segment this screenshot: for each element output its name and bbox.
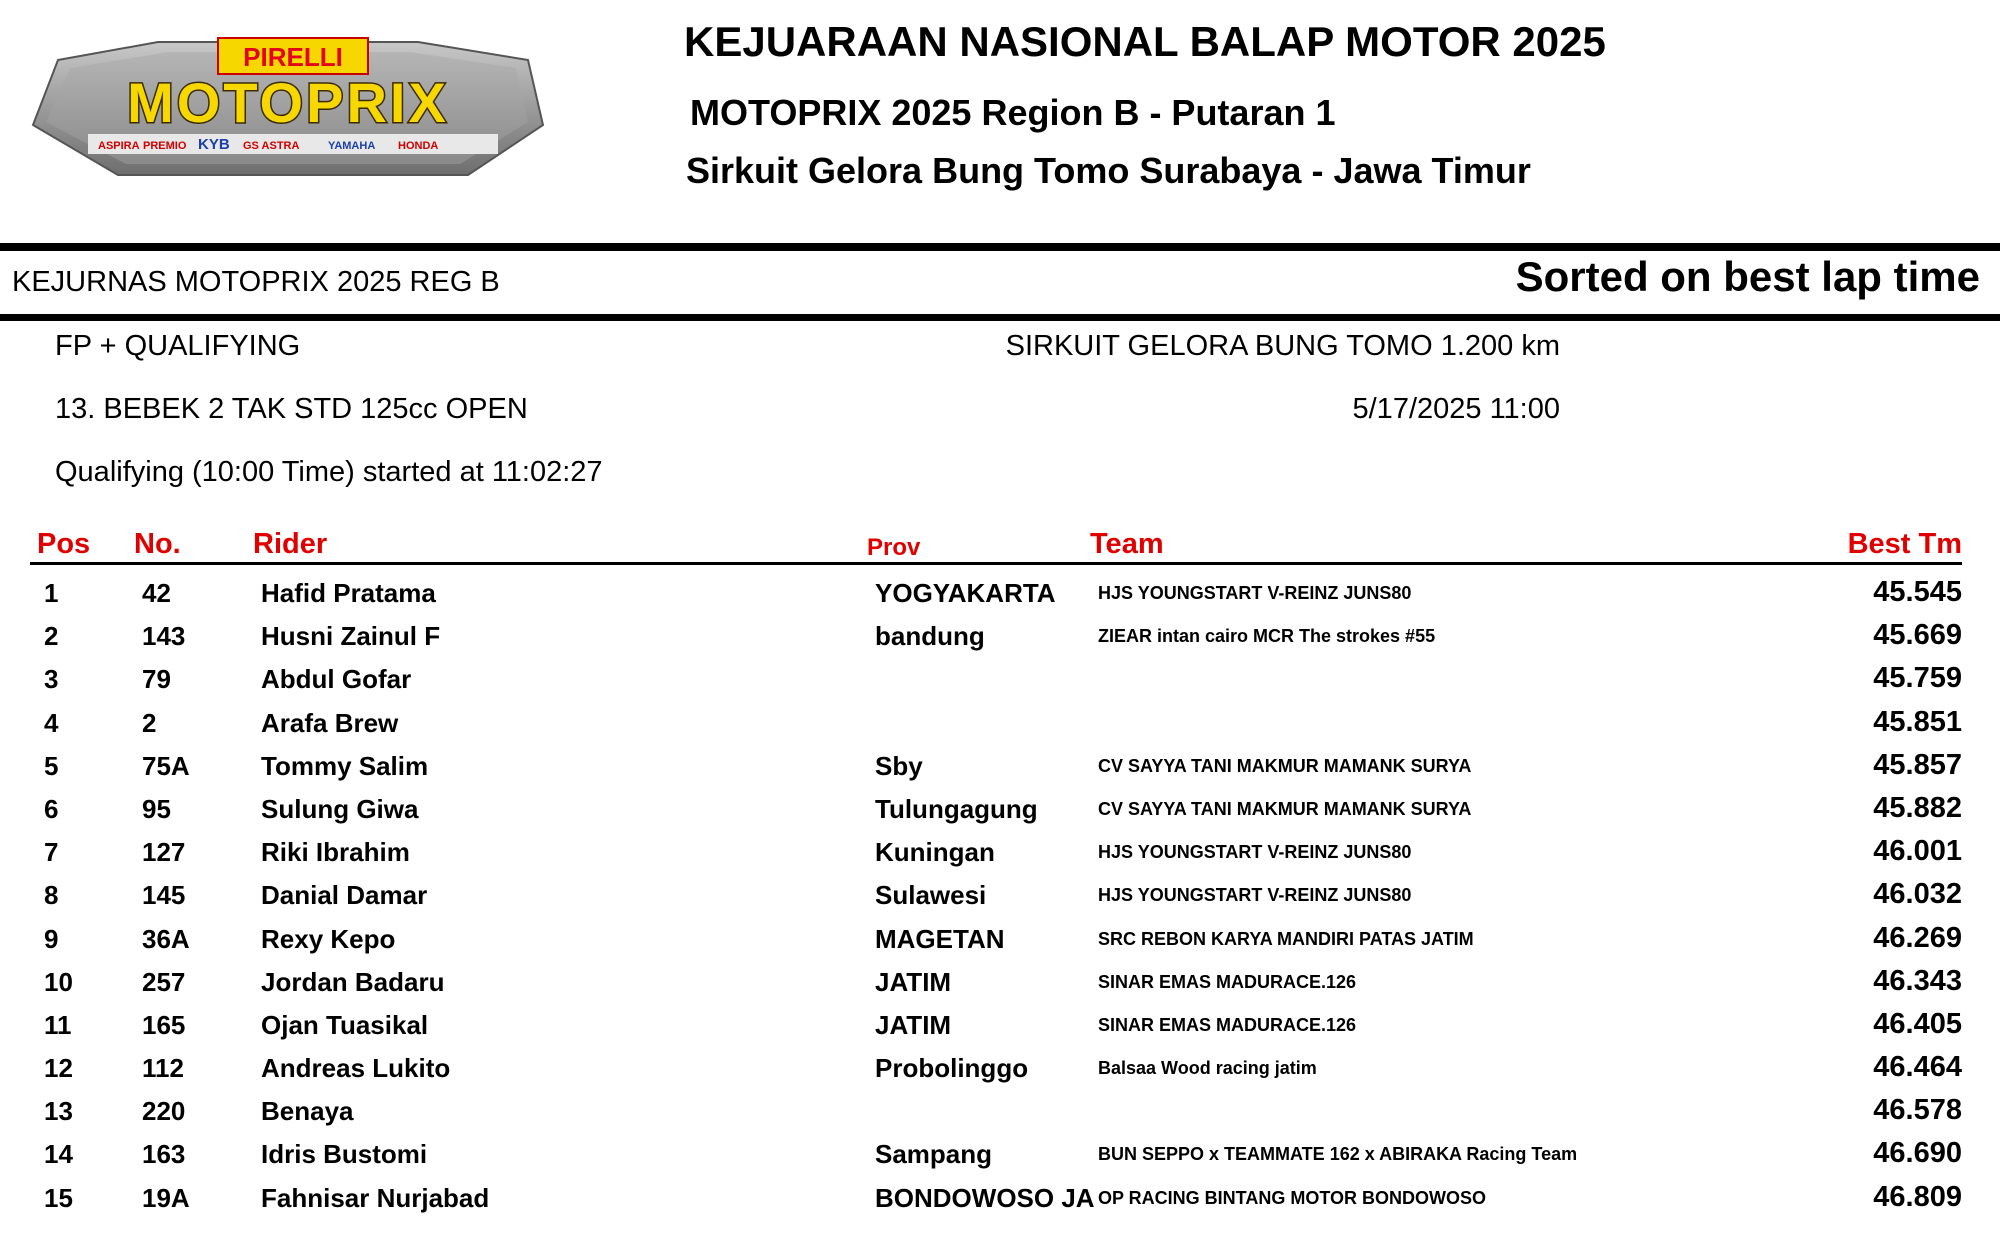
sponsor-premio: PREMIO: [143, 140, 187, 152]
row-team: HJS YOUNGSTART V-REINZ JUNS80: [1098, 842, 1412, 863]
header-rider: Rider: [253, 528, 328, 560]
row-number: 42: [142, 578, 171, 608]
row-team: SINAR EMAS MADURACE.126: [1098, 971, 1357, 992]
row-number: 143: [142, 621, 186, 652]
row-best-time: 46.405: [1873, 1007, 1962, 1040]
table-row: [30, 1045, 1962, 1088]
table-row: [30, 916, 1962, 959]
championship-label: KEJURNAS MOTOPRIX 2025 REG B: [12, 266, 500, 298]
row-number: 79: [142, 664, 171, 695]
table-row: [30, 1175, 1962, 1218]
row-best-time: 46.809: [1873, 1180, 1962, 1213]
results-table-body: [30, 570, 1962, 1218]
motoprix-wordmark: MOTOPRIX: [127, 71, 449, 134]
table-row: [30, 959, 1962, 1002]
table-row: [30, 570, 1962, 613]
table-row: [30, 743, 1962, 786]
header-team: Team: [1090, 528, 1164, 560]
row-rider: Danial Damar: [261, 880, 428, 911]
header-pos: Pos: [37, 528, 91, 560]
qualifying-info: Qualifying (10:00 Time) started at 11:02:27: [55, 456, 603, 488]
row-best-time: 46.269: [1873, 921, 1962, 954]
sponsor-aspira: ASPIRA: [98, 140, 140, 152]
results-table-header: [30, 528, 1962, 565]
row-rider: Jordan Badaru: [261, 966, 445, 997]
table-row: [30, 1131, 1962, 1174]
row-rider: Andreas Lukito: [261, 1053, 451, 1084]
row-position: 14: [44, 1139, 73, 1170]
row-rider: Riki Ibrahim: [261, 837, 410, 868]
bottom-divider: [0, 314, 2000, 321]
table-row: [30, 786, 1962, 829]
row-best-time: 46.690: [1873, 1137, 1962, 1170]
venue-line: Sirkuit Gelora Bung Tomo Surabaya - Jawa Timur: [686, 150, 1531, 191]
row-team: CV SAYYA TANI MAKMUR MAMANK SURYA: [1098, 755, 1472, 776]
row-number: 95: [142, 793, 171, 824]
row-number: 36A: [142, 923, 190, 954]
table-row: [30, 829, 1962, 872]
row-position: 1: [44, 578, 59, 608]
row-best-time: 45.759: [1873, 662, 1962, 695]
row-province: JATIM: [875, 966, 952, 997]
row-province: Sulawesi: [875, 880, 987, 911]
row-position: 7: [44, 837, 59, 868]
row-province: MAGETAN: [875, 923, 1005, 954]
row-number: 220: [142, 1096, 186, 1127]
row-best-time: 45.851: [1873, 705, 1962, 738]
row-rider: Idris Bustomi: [261, 1139, 428, 1170]
row-position: 10: [44, 966, 73, 997]
table-row: [30, 1088, 1962, 1131]
row-team: SINAR EMAS MADURACE.126: [1098, 1014, 1357, 1035]
row-number: 2: [142, 707, 157, 738]
row-team: Balsaa Wood racing jatim: [1098, 1058, 1317, 1079]
row-position: 9: [44, 923, 59, 954]
race-class: 13. BEBEK 2 TAK STD 125cc OPEN: [55, 393, 528, 425]
top-divider: [0, 243, 2000, 251]
sponsor-honda: HONDA: [398, 140, 439, 152]
row-position: 13: [44, 1096, 73, 1127]
row-team: HJS YOUNGSTART V-REINZ JUNS80: [1098, 583, 1412, 603]
row-position: 8: [44, 880, 59, 911]
row-position: 15: [44, 1182, 73, 1213]
row-position: 2: [44, 621, 59, 652]
row-number: 165: [142, 1009, 186, 1040]
row-best-time: 45.545: [1873, 576, 1962, 608]
row-best-time: 45.669: [1873, 619, 1962, 652]
row-rider: Benaya: [261, 1096, 354, 1127]
row-best-time: 46.578: [1873, 1094, 1962, 1127]
page-title: KEJUARAAN NASIONAL BALAP MOTOR 2025: [684, 18, 1606, 65]
row-rider: Rexy Kepo: [261, 923, 396, 954]
row-best-time: 45.857: [1873, 748, 1962, 781]
sort-note: Sorted on best lap time: [1515, 253, 1980, 300]
row-number: 257: [142, 966, 186, 997]
row-province: Probolinggo: [875, 1053, 1029, 1084]
sponsor-yamaha: YAMAHA: [328, 140, 376, 152]
row-position: 3: [44, 664, 59, 695]
event-subtitle: MOTOPRIX 2025 Region B - Putaran 1: [690, 92, 1336, 133]
row-position: 5: [44, 750, 59, 781]
row-rider: Husni Zainul F: [261, 621, 441, 652]
row-number: 127: [142, 837, 186, 868]
table-row: [30, 613, 1962, 656]
row-province: BONDOWOSO JA: [875, 1182, 1095, 1213]
session-datetime: 5/17/2025 11:00: [1352, 393, 1560, 425]
table-row: [30, 700, 1962, 743]
header-no: No.: [134, 528, 181, 560]
row-number: 19A: [142, 1182, 190, 1213]
row-team: SRC REBON KARYA MANDIRI PATAS JATIM: [1098, 928, 1474, 949]
row-province: Sampang: [875, 1139, 993, 1170]
pirelli-brand: PIRELLI: [243, 42, 343, 72]
row-rider: Hafid Pratama: [261, 578, 436, 608]
row-best-time: 46.032: [1873, 878, 1962, 911]
row-best-time: 45.882: [1873, 791, 1962, 824]
row-team: ZIEAR intan cairo MCR The strokes #55: [1098, 626, 1436, 647]
row-team: BUN SEPPO x TEAMMATE 162 x ABIRAKA Racing Team: [1098, 1144, 1578, 1165]
row-position: 4: [44, 707, 59, 738]
row-province: YOGYAKARTA: [875, 578, 1056, 608]
row-number: 145: [142, 880, 186, 911]
row-province: bandung: [875, 621, 985, 652]
sponsor-kyb: KYB: [198, 136, 230, 153]
row-number: 163: [142, 1139, 186, 1170]
motoprix-logo: [28, 30, 548, 180]
row-rider: Abdul Gofar: [261, 664, 412, 695]
row-best-time: 46.464: [1873, 1051, 1962, 1084]
row-rider: Fahnisar Nurjabad: [261, 1182, 490, 1213]
row-position: 6: [44, 793, 59, 824]
row-province: Kuningan: [875, 837, 995, 868]
row-province: Sby: [875, 750, 923, 781]
row-position: 11: [44, 1009, 72, 1040]
row-rider: Sulung Giwa: [261, 793, 419, 824]
session-name: FP + QUALIFYING: [55, 330, 301, 362]
table-row: [30, 656, 1962, 699]
row-number: 112: [142, 1053, 184, 1084]
motoprix-logo-graphic: [28, 30, 548, 180]
row-team: HJS YOUNGSTART V-REINZ JUNS80: [1098, 885, 1412, 906]
row-best-time: 46.001: [1873, 835, 1962, 868]
row-province: JATIM: [875, 1009, 952, 1040]
row-team: OP RACING BINTANG MOTOR BONDOWOSO: [1098, 1187, 1487, 1208]
row-number: 75A: [142, 750, 190, 781]
row-province: Tulungagung: [875, 793, 1038, 824]
row-rider: Arafa Brew: [261, 707, 399, 738]
row-rider: Tommy Salim: [261, 750, 429, 781]
row-position: 12: [44, 1053, 73, 1084]
header-prov: Prov: [867, 534, 921, 561]
sponsor-gs-astra: GS ASTRA: [243, 140, 300, 152]
header-best-time: Best Tm: [1847, 528, 1962, 560]
row-rider: Ojan Tuasikal: [261, 1009, 429, 1040]
row-team: CV SAYYA TANI MAKMUR MAMANK SURYA: [1098, 798, 1472, 819]
circuit-info: SIRKUIT GELORA BUNG TOMO 1.200 km: [1005, 330, 1560, 362]
row-best-time: 46.343: [1873, 964, 1962, 997]
table-row: [30, 1002, 1962, 1045]
table-row: [30, 872, 1962, 915]
